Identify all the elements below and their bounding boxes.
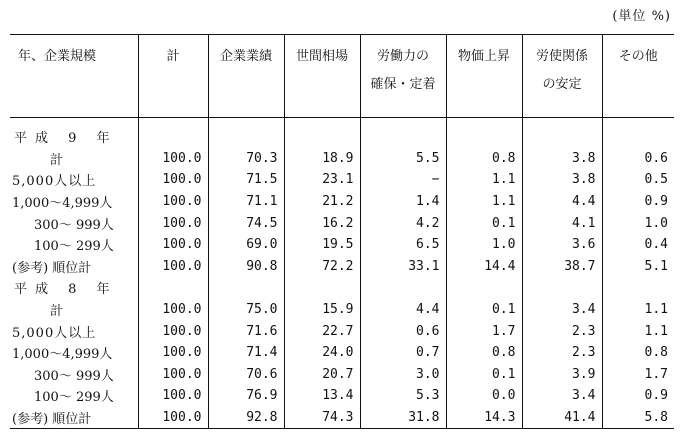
cell: 3.8 bbox=[522, 148, 602, 170]
row-label: 1,000〜4,999人 bbox=[12, 347, 113, 363]
cell: 33.1 bbox=[360, 256, 446, 278]
cell: 100.0 bbox=[138, 320, 208, 342]
cell: 2.3 bbox=[522, 342, 602, 364]
row-label: 300〜 999人 bbox=[34, 368, 114, 384]
cell: 3.9 bbox=[522, 364, 602, 386]
cell: 1.7 bbox=[602, 364, 674, 386]
header-labor-relations bbox=[522, 35, 602, 118]
row-label: 100〜 299人 bbox=[34, 390, 114, 406]
row-label: 計 bbox=[50, 152, 64, 168]
cell: 4.4 bbox=[360, 299, 446, 321]
cell: 1.1 bbox=[446, 169, 522, 191]
row-label: (参考) 順位計 bbox=[10, 407, 138, 429]
cell: 100.0 bbox=[138, 212, 208, 234]
cell bbox=[138, 118, 208, 148]
cell: 3.0 bbox=[360, 364, 446, 386]
cell: 71.6 bbox=[208, 320, 284, 342]
cell: 21.2 bbox=[284, 191, 360, 213]
row-label: 5,000人以上 bbox=[12, 325, 97, 341]
cell: 24.0 bbox=[284, 342, 360, 364]
cell: 1.1 bbox=[446, 191, 522, 213]
cell bbox=[284, 118, 360, 148]
cell: 4.2 bbox=[360, 212, 446, 234]
row-label: 300〜 999人 bbox=[34, 217, 114, 233]
cell bbox=[208, 118, 284, 148]
cell: 38.7 bbox=[522, 256, 602, 278]
table-row bbox=[10, 118, 674, 148]
cell bbox=[522, 118, 602, 148]
header-prices: 物価上昇 bbox=[446, 35, 522, 118]
cell: 92.8 bbox=[208, 407, 284, 429]
cell: 16.2 bbox=[284, 212, 360, 234]
cell: 74.3 bbox=[284, 407, 360, 429]
cell: 71.4 bbox=[208, 342, 284, 364]
header-other: その他 bbox=[602, 35, 674, 118]
cell: 0.6 bbox=[602, 148, 674, 170]
cell: 1.0 bbox=[446, 234, 522, 256]
cell: 100.0 bbox=[138, 385, 208, 407]
cell: 13.4 bbox=[284, 385, 360, 407]
cell: 100.0 bbox=[138, 364, 208, 386]
header-labor-relations-line2: の安定 bbox=[542, 77, 582, 92]
cell: 71.1 bbox=[208, 191, 284, 213]
row-label: (参考) 順位計 bbox=[12, 260, 92, 276]
table-row bbox=[10, 234, 674, 256]
table-row bbox=[10, 299, 674, 321]
cell: 0.1 bbox=[446, 212, 522, 234]
row-label: 計 bbox=[50, 304, 64, 320]
cell: 100.0 bbox=[138, 169, 208, 191]
cell: 0.8 bbox=[446, 148, 522, 170]
header-market-rate: 世間相場 bbox=[284, 35, 360, 118]
cell: 0.8 bbox=[446, 342, 522, 364]
cell: 76.9 bbox=[208, 385, 284, 407]
cell: 0.0 bbox=[446, 385, 522, 407]
cell: 3.8 bbox=[522, 169, 602, 191]
cell: 100.0 bbox=[138, 191, 208, 213]
cell bbox=[360, 277, 446, 299]
table-row bbox=[10, 169, 674, 191]
cell: 72.2 bbox=[284, 256, 360, 278]
cell: 70.6 bbox=[208, 364, 284, 386]
cell: 71.5 bbox=[208, 169, 284, 191]
row-label: 100〜 299人 bbox=[34, 239, 114, 255]
cell: 0.7 bbox=[360, 342, 446, 364]
cell bbox=[602, 118, 674, 148]
row-label: 平成 8 年 bbox=[14, 282, 118, 298]
table-row bbox=[10, 148, 674, 170]
cell: 14.3 bbox=[446, 407, 522, 429]
cell: 5.8 bbox=[602, 407, 674, 429]
cell: 70.3 bbox=[208, 148, 284, 170]
cell: 0.8 bbox=[602, 342, 674, 364]
header-total: 計 bbox=[138, 35, 208, 118]
cell: 0.1 bbox=[446, 299, 522, 321]
table-row bbox=[10, 277, 674, 299]
cell: 100.0 bbox=[138, 299, 208, 321]
cell: 100.0 bbox=[138, 148, 208, 170]
cell bbox=[522, 277, 602, 299]
cell bbox=[446, 277, 522, 299]
table-row bbox=[10, 364, 674, 386]
cell: 75.0 bbox=[208, 299, 284, 321]
cell: 1.0 bbox=[602, 212, 674, 234]
cell: 31.8 bbox=[360, 407, 446, 429]
cell: 0.5 bbox=[602, 169, 674, 191]
header-labor bbox=[360, 35, 446, 118]
table-row bbox=[10, 320, 674, 342]
cell bbox=[284, 277, 360, 299]
cell: 0.9 bbox=[602, 385, 674, 407]
cell: 6.5 bbox=[360, 234, 446, 256]
cell: 3.4 bbox=[522, 385, 602, 407]
unit-label: (単位 %) bbox=[612, 9, 671, 24]
cell: 3.4 bbox=[522, 299, 602, 321]
cell: 5.3 bbox=[360, 385, 446, 407]
cell: 20.7 bbox=[284, 364, 360, 386]
header-labor-line1: 労働力の bbox=[376, 49, 429, 64]
cell: − bbox=[360, 169, 446, 191]
cell: 0.9 bbox=[602, 191, 674, 213]
cell: 69.0 bbox=[208, 234, 284, 256]
cell: 1.4 bbox=[360, 191, 446, 213]
cell: 23.1 bbox=[284, 169, 360, 191]
cell: 0.6 bbox=[360, 320, 446, 342]
data-table bbox=[10, 34, 674, 429]
row-label: 平成 9 年 bbox=[14, 131, 118, 147]
row-label: 1,000〜4,999人 bbox=[12, 196, 113, 212]
cell: 4.4 bbox=[522, 191, 602, 213]
cell bbox=[138, 277, 208, 299]
cell bbox=[446, 118, 522, 148]
header-row bbox=[10, 35, 674, 118]
cell: 100.0 bbox=[138, 234, 208, 256]
cell: 3.6 bbox=[522, 234, 602, 256]
header-labor-relations-line1: 労使関係 bbox=[535, 49, 588, 64]
cell bbox=[360, 118, 446, 148]
cell: 19.5 bbox=[284, 234, 360, 256]
table-row bbox=[10, 212, 674, 234]
cell: 0.1 bbox=[446, 364, 522, 386]
cell: 1.1 bbox=[602, 299, 674, 321]
cell: 100.0 bbox=[138, 342, 208, 364]
cell bbox=[602, 277, 674, 299]
cell: 90.8 bbox=[208, 256, 284, 278]
cell: 18.9 bbox=[284, 148, 360, 170]
table-row bbox=[10, 385, 674, 407]
header-performance: 企業業績 bbox=[208, 35, 284, 118]
table-row bbox=[10, 407, 674, 429]
table-row bbox=[10, 191, 674, 213]
cell: 5.1 bbox=[602, 256, 674, 278]
cell: 4.1 bbox=[522, 212, 602, 234]
cell: 0.4 bbox=[602, 234, 674, 256]
cell bbox=[208, 277, 284, 299]
table-row bbox=[10, 342, 674, 364]
cell: 100.0 bbox=[138, 407, 208, 429]
cell: 5.5 bbox=[360, 148, 446, 170]
cell: 2.3 bbox=[522, 320, 602, 342]
cell: 74.5 bbox=[208, 212, 284, 234]
table-row bbox=[10, 256, 674, 278]
cell: 41.4 bbox=[522, 407, 602, 429]
cell: 1.1 bbox=[602, 320, 674, 342]
cell: 22.7 bbox=[284, 320, 360, 342]
row-label: 5,000人以上 bbox=[12, 174, 97, 190]
cell: 14.4 bbox=[446, 256, 522, 278]
cell: 15.9 bbox=[284, 299, 360, 321]
header-size: 年、企業規模 bbox=[10, 35, 138, 118]
header-labor-line2: 確保・定着 bbox=[370, 77, 436, 92]
cell: 100.0 bbox=[138, 256, 208, 278]
cell: 1.7 bbox=[446, 320, 522, 342]
